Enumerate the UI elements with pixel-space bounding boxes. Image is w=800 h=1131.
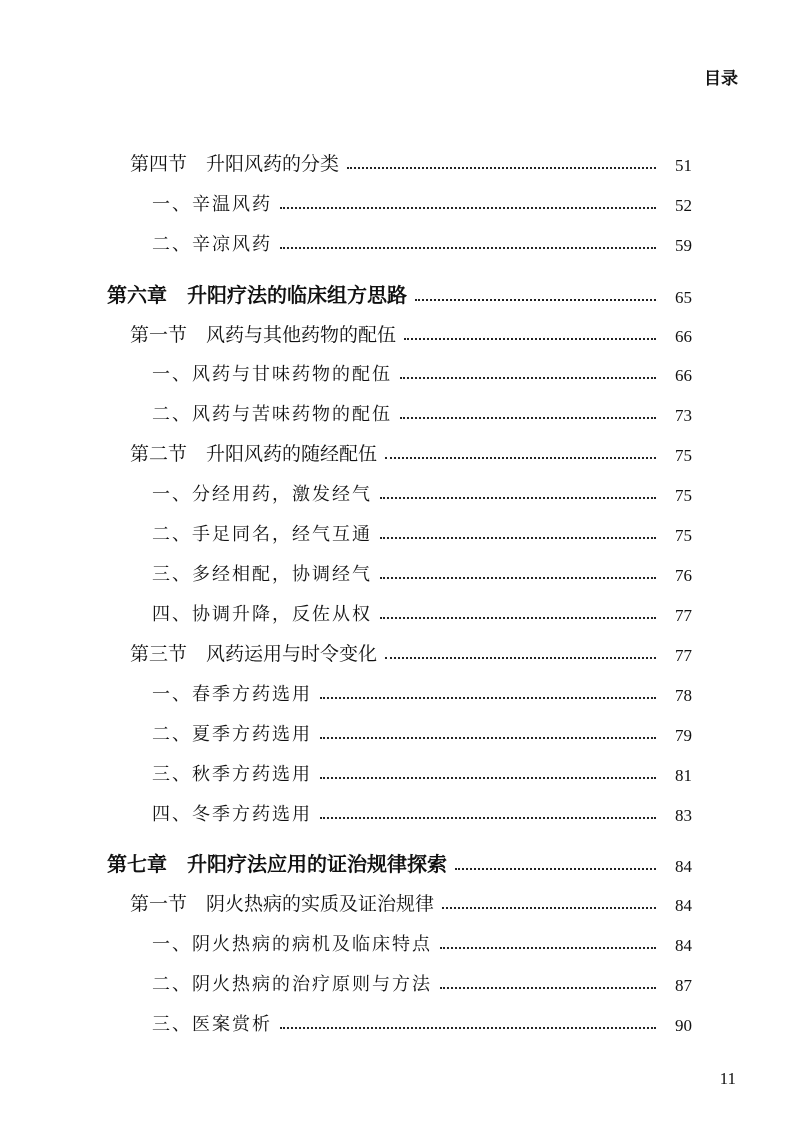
- toc-entry-title: 二、夏季方药选用: [152, 724, 312, 745]
- leader-dots: [320, 777, 656, 779]
- toc-entry-title: 二、辛凉风药: [152, 234, 272, 255]
- leader-dots: [404, 338, 656, 340]
- leader-dots: [380, 497, 656, 499]
- toc-entry-item[interactable]: [152, 594, 692, 626]
- toc-entry-page: 75: [675, 446, 692, 465]
- toc-entry-title: 第七章 升阳疗法应用的证治规律探索: [107, 852, 447, 876]
- toc-entry-item[interactable]: [152, 394, 692, 426]
- toc-entry-page: 84: [675, 857, 692, 876]
- leader-dots: [400, 377, 656, 379]
- leader-dots: [415, 299, 656, 301]
- toc-entry-item[interactable]: [152, 714, 692, 746]
- toc-entry-item[interactable]: [152, 474, 692, 506]
- toc-entry-title: 三、多经相配，协调经气: [152, 564, 372, 585]
- toc-entry-item[interactable]: [152, 184, 692, 216]
- toc-entry-item[interactable]: [152, 964, 692, 996]
- toc-entry-page: 83: [675, 806, 692, 825]
- toc-entry-title: 四、冬季方药选用: [152, 804, 312, 825]
- leader-dots: [455, 868, 656, 870]
- toc-entry-page: 84: [675, 936, 692, 955]
- toc-entry-page: 81: [675, 766, 692, 785]
- toc-entry-title: 三、医案赏析: [152, 1014, 272, 1035]
- toc-entry-page: 90: [675, 1016, 692, 1035]
- toc-entry-page: 76: [675, 566, 692, 585]
- leader-dots: [385, 657, 656, 659]
- leader-dots: [320, 817, 656, 819]
- leader-dots: [380, 577, 656, 579]
- toc-entry-title: 第一节 风药与其他药物的配伍: [130, 324, 397, 346]
- leader-dots: [380, 537, 656, 539]
- toc-entry-page: 52: [675, 196, 692, 215]
- toc-entry-page: 51: [675, 156, 692, 175]
- toc-entry-item[interactable]: [152, 554, 692, 586]
- toc-entry-page: 79: [675, 726, 692, 745]
- toc-entry-section[interactable]: [130, 144, 692, 176]
- toc-entry-item[interactable]: [152, 754, 692, 786]
- toc-entry-section[interactable]: [130, 315, 692, 347]
- toc-entry-title: 三、秋季方药选用: [152, 764, 312, 785]
- toc-entry-page: 75: [675, 486, 692, 505]
- leader-dots: [280, 1027, 656, 1029]
- toc-entry-page: 78: [675, 686, 692, 705]
- toc-entry-section[interactable]: [130, 434, 692, 466]
- toc-entry-title: 第一节 阴火热病的实质及证治规律: [130, 893, 435, 915]
- toc-entry-chapter[interactable]: [107, 276, 692, 308]
- page-number: 11: [719, 1069, 736, 1088]
- toc-entry-item[interactable]: [152, 1004, 692, 1036]
- toc-entry-section[interactable]: [130, 634, 692, 666]
- toc-entry-title: 第六章 升阳疗法的临床组方思路: [107, 283, 407, 307]
- leader-dots: [440, 987, 656, 989]
- toc-entry-section[interactable]: [130, 884, 692, 916]
- leader-dots: [280, 207, 656, 209]
- leader-dots: [440, 947, 656, 949]
- toc-entry-item[interactable]: [152, 224, 692, 256]
- toc-entry-title: 一、分经用药，激发经气: [152, 484, 372, 505]
- toc-entry-page: 66: [675, 327, 692, 346]
- toc-entry-item[interactable]: [152, 514, 692, 546]
- leader-dots: [320, 737, 656, 739]
- toc-entry-title: 二、风药与苦味药物的配伍: [152, 404, 392, 425]
- toc-entry-title: 第四节 升阳风药的分类: [130, 153, 340, 175]
- toc-entry-title: 一、春季方药选用: [152, 684, 312, 705]
- toc-entry-chapter[interactable]: [107, 845, 692, 877]
- toc-entry-page: 84: [675, 896, 692, 915]
- leader-dots: [400, 417, 656, 419]
- toc-entry-page: 87: [675, 976, 692, 995]
- leader-dots: [442, 907, 656, 909]
- toc-entry-page: 77: [675, 606, 692, 625]
- toc-entry-item[interactable]: [152, 794, 692, 826]
- toc-entry-page: 75: [675, 526, 692, 545]
- toc-entry-page: 66: [675, 366, 692, 385]
- running-header-title: 目录: [704, 69, 738, 89]
- toc-entry-page: 77: [675, 646, 692, 665]
- leader-dots: [347, 167, 656, 169]
- leader-dots: [320, 697, 656, 699]
- leader-dots: [280, 247, 656, 249]
- toc-entry-item[interactable]: [152, 674, 692, 706]
- toc-entry-page: 65: [675, 288, 692, 307]
- leader-dots: [385, 457, 656, 459]
- toc-entry-title: 四、协调升降，反佐从权: [152, 604, 372, 625]
- toc-entry-item[interactable]: [152, 354, 692, 386]
- toc-entry-page: 73: [675, 406, 692, 425]
- toc-entry-item[interactable]: [152, 924, 692, 956]
- toc-entry-title: 第三节 风药运用与时令变化: [130, 643, 378, 665]
- toc-entry-title: 一、风药与甘味药物的配伍: [152, 364, 392, 385]
- toc-entry-title: 第二节 升阳风药的随经配伍: [130, 443, 378, 465]
- toc-entry-page: 59: [675, 236, 692, 255]
- leader-dots: [380, 617, 656, 619]
- toc-entry-title: 一、阴火热病的病机及临床特点: [152, 934, 432, 955]
- toc-entry-title: 一、辛温风药: [152, 194, 272, 215]
- toc-entry-title: 二、手足同名，经气互通: [152, 524, 372, 545]
- toc-entry-title: 二、阴火热病的治疗原则与方法: [152, 974, 432, 995]
